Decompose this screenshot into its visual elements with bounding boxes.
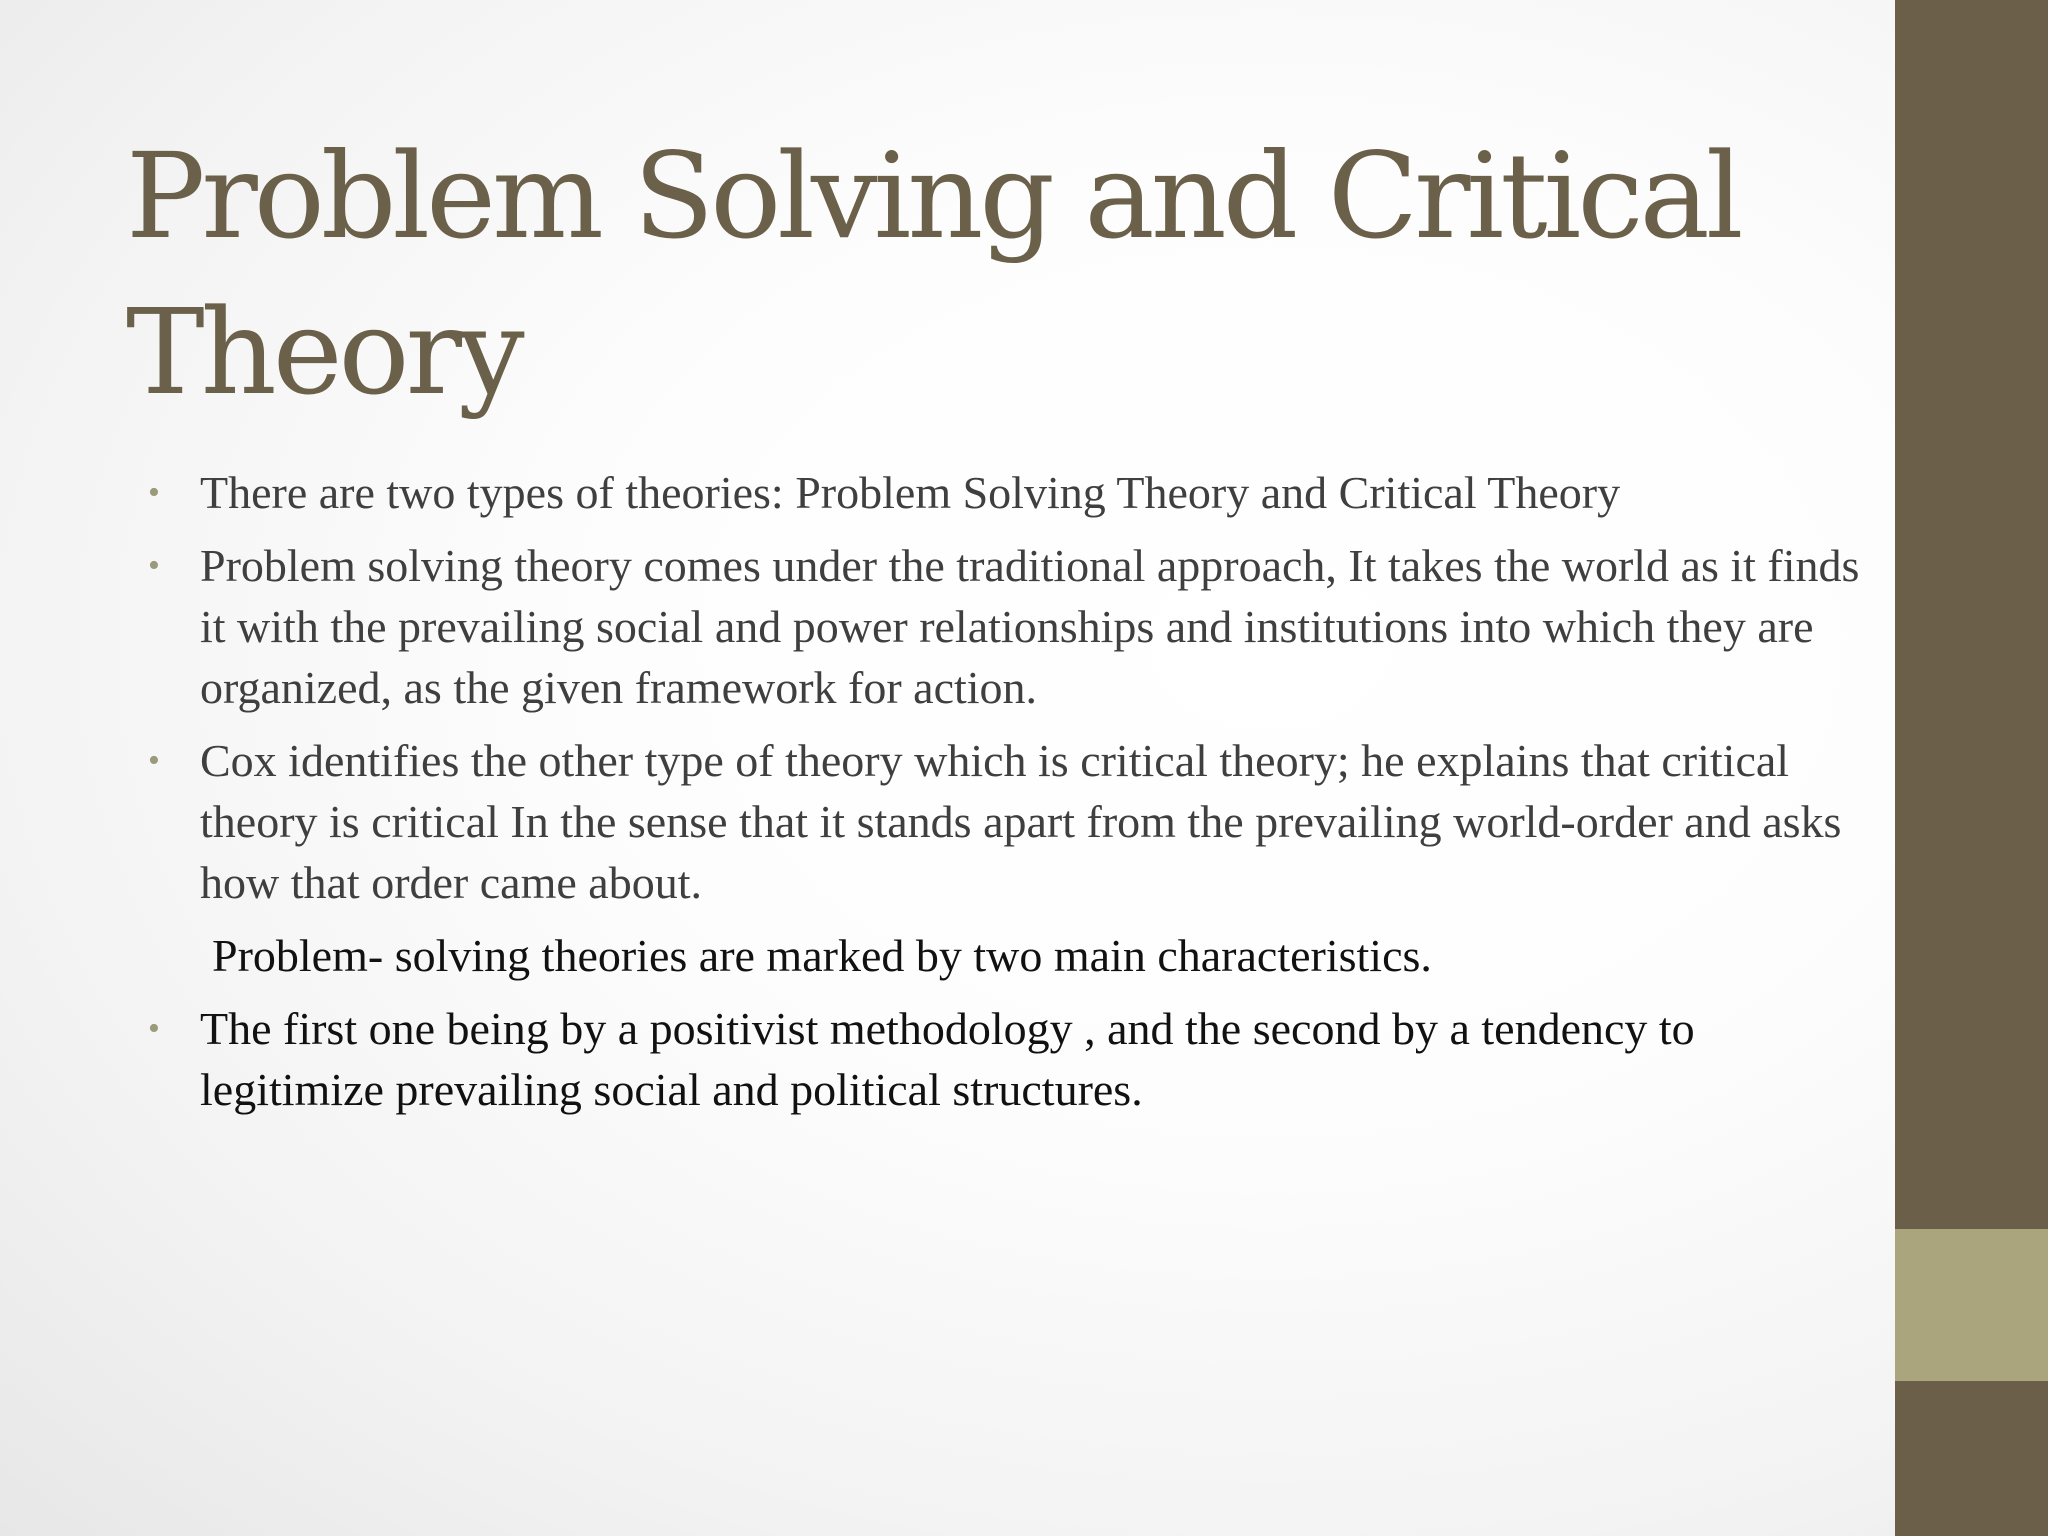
- bullet-text: Cox identifies the other type of theory which is critical theory; he explains that critical theory is critical In the sense that it stands apart from the prevailing world-order and asks how that order came about.: [200, 735, 1842, 908]
- plain-paragraph: Problem- solving theories are marked by two main characteristics.: [212, 930, 1432, 981]
- side-decor-accent: [1895, 1229, 2048, 1381]
- bullet-dot-icon: •: [148, 1010, 160, 1047]
- bullet-dot-icon: •: [148, 474, 160, 511]
- bullet-item: [148, 462, 1888, 523]
- slide-title: Problem Solving and Critical Theory: [126, 127, 1740, 421]
- bullet-dot-icon: •: [148, 742, 160, 779]
- bullet-item: [148, 998, 1888, 1120]
- bullet-text: Problem solving theory comes under the traditional approach, It takes the world as it finds it with the prevailing social and power relationships and institutions into which they are organized, as the given framework for action.: [200, 540, 1860, 713]
- bullet-dot-icon: •: [148, 547, 160, 584]
- slide-body: [148, 462, 1888, 1132]
- bullet-item: [148, 730, 1888, 913]
- bullet-item: [148, 535, 1888, 718]
- bullet-text: The first one being by a positivist methodology , and the second by a tendency to legitimize prevailing social and political structures.: [200, 1003, 1695, 1115]
- bullet-text: There are two types of theories: Problem Solving Theory and Critical Theory: [200, 467, 1621, 518]
